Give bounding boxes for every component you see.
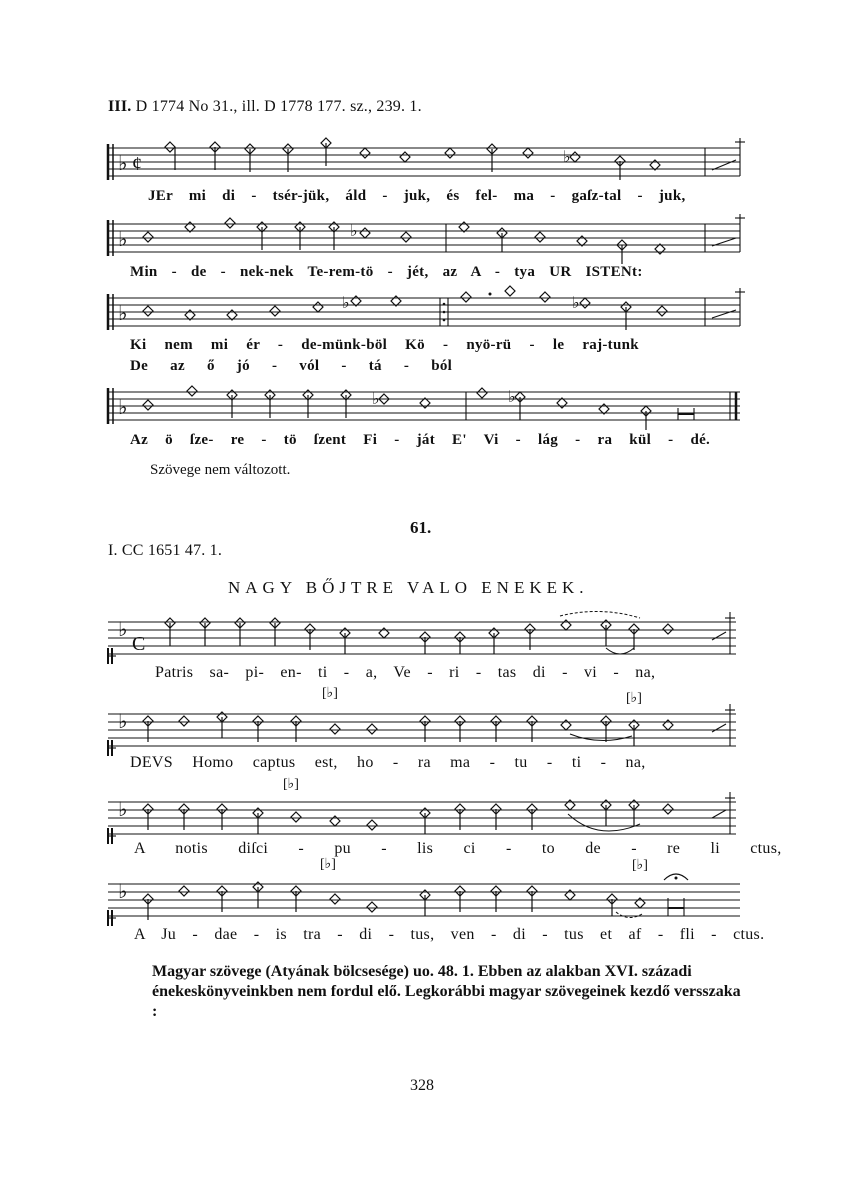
lyric-line-4: De az ő jó - vól - tá - ból — [130, 358, 453, 374]
svg-text:♭: ♭ — [342, 295, 350, 312]
music-staff-1 — [0, 130, 854, 190]
page-number: 328 — [410, 1077, 434, 1094]
commentary-paragraph: Magyar szövege (Atyának bölcsesége) uo. 48. 1. Ebben az alakban XVI. századi énekeskönyveinkben nem fordul elő. Legkorábbi magyar szövegeinek kezdő versszaka : — [152, 963, 741, 1020]
latin-lyric-line-3: A notis diſci - pu - lis ci - to de - re li ctus, — [134, 840, 782, 857]
lyric-line-2: Min - de - nek-nek Te-rem-tö - jét, az A - tya UR ISTENt: — [130, 264, 643, 280]
source-reference: D 1774 No 31., ill. D 1778 177. sz., 239. 1. — [131, 98, 422, 115]
svg-text:♭: ♭ — [118, 397, 128, 419]
svg-text:♭: ♭ — [118, 229, 128, 251]
latin-lyric-line-2: DEVS Homo captus est, ho - ra ma - tu - ti - na, — [130, 754, 646, 771]
svg-text:♭: ♭ — [350, 223, 358, 240]
music-staff-2 — [0, 208, 854, 268]
accidental-hint-5: [♭] — [632, 858, 648, 873]
music-staff-6 — [0, 696, 854, 760]
flat-sign: ♭ — [118, 153, 128, 175]
accidental-hint-4: [♭] — [320, 857, 336, 872]
music-staff-4 — [0, 376, 854, 436]
accidental-hint-1: [♭] — [322, 686, 338, 701]
accidental-hint-3: [♭] — [283, 777, 299, 792]
source-roman-numeral: III. — [108, 98, 132, 115]
svg-text:C: C — [132, 633, 146, 655]
latin-lyric-line-1: Patris sa- pi- en- ti - a, Ve - ri - tas di - vi - na, — [155, 664, 656, 681]
music-staff-8 — [0, 866, 854, 930]
svg-text:♭: ♭ — [118, 799, 128, 821]
svg-text:♭: ♭ — [572, 295, 580, 312]
music-staff-7 — [0, 784, 854, 848]
source-line-2: I. CC 1651 47. 1. — [108, 542, 223, 559]
text-unchanged-note: Szövege nem változott. — [150, 462, 291, 478]
music-staff-3 — [0, 282, 854, 342]
accidental-hint-2: [♭] — [626, 691, 642, 706]
hymn-title: NAGY BŐJTRE VALO ENEKEK. — [228, 578, 589, 597]
hymn-number: 61. — [410, 518, 432, 537]
svg-text:♭: ♭ — [118, 881, 128, 903]
lyric-line-5: Az ö ſze- re - tö ſzent Fi - ját E' Vi - lág - ra kül - dé. — [130, 432, 711, 448]
svg-text:♭: ♭ — [118, 619, 128, 641]
lyric-line-1: JEr mi di - tsér-jük, áld - juk, és fel- ma - gaſz-tal - juk, — [148, 188, 686, 204]
lyric-line-3: Ki nem mi ér - de-münk-böl Kö - nyö-rü - le raj-tunk — [130, 337, 639, 353]
svg-text:♭: ♭ — [563, 149, 571, 166]
source-line-1 — [108, 98, 422, 116]
cut-time-sign: ¢ — [132, 153, 142, 175]
svg-text:♭: ♭ — [372, 391, 380, 408]
svg-text:♭: ♭ — [118, 711, 128, 733]
svg-text:♭: ♭ — [508, 389, 516, 406]
svg-text:♭: ♭ — [118, 303, 128, 325]
music-staff-5 — [0, 604, 854, 668]
latin-lyric-line-4: A Ju - dae - is tra - di - tus, ven - di - tus et af - fli - ctus. — [134, 926, 765, 943]
